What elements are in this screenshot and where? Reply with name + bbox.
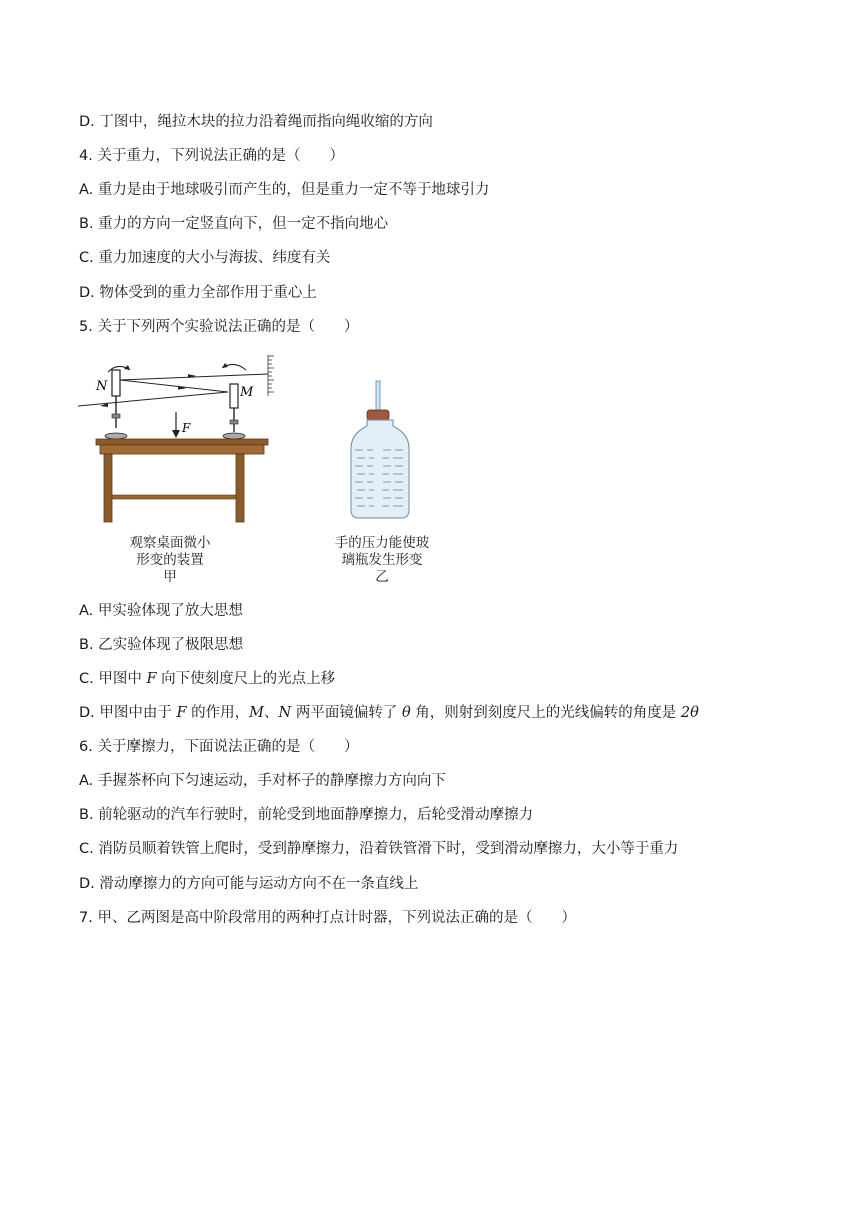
- q5-option-d-pre: D. 甲图中由于: [79, 705, 177, 721]
- q4-stem: 4. 关于重力，下列说法正确的是（ ）: [79, 148, 344, 164]
- var-two-theta: 2θ: [680, 705, 699, 721]
- caption-left-line2: 形变的装置: [136, 552, 204, 568]
- var-f: F: [176, 705, 187, 721]
- q7-stem: 7. 甲、乙两图是高中阶段常用的两种打点计时器，下列说法正确的是（ ）: [79, 910, 576, 926]
- caption-right-line2: 璃瓶发生形变: [341, 552, 423, 568]
- q5-option-c-post: 向下使刻度尺上的光点上移: [156, 671, 336, 687]
- figure-glass-bottle: [345, 378, 415, 523]
- label-n: N: [96, 379, 108, 394]
- q5-option-c-pre: C. 甲图中: [79, 671, 147, 687]
- q6-option-a: A. 手握茶杯向下匀速运动，手对杯子的静摩擦力方向向下: [79, 773, 446, 789]
- q5-option-b: B. 乙实验体现了极限思想: [79, 637, 244, 653]
- var-theta: θ: [401, 705, 411, 721]
- q4-option-c: C. 重力加速度的大小与海拔、纬度有关: [79, 250, 331, 266]
- var-n: N: [278, 705, 292, 721]
- q5-option-d: [79, 703, 699, 723]
- q4-option-a: A. 重力是由于地球吸引而产生的，但是重力一定不等于地球引力: [79, 182, 490, 198]
- q6-option-d: D. 滑动摩擦力的方向可能与运动方向不在一条直线上: [79, 876, 419, 892]
- label-f: F: [182, 421, 191, 435]
- scale-ruler: [268, 355, 274, 396]
- q3-option-d: D. 丁图中，绳拉木块的拉力沿着绳而指向绳收缩的方向: [79, 114, 433, 130]
- caption-right-line1: 手的压力能使玻: [334, 535, 430, 551]
- q6-stem: 6. 关于摩擦力，下面说法正确的是（ ）: [79, 739, 359, 755]
- q5-option-d-mid3: 角，则射到刻度尺上的光线偏转的角度是: [410, 705, 681, 721]
- q5-option-d-mid1: 的作用，: [186, 705, 250, 721]
- q5-option-a: A. 甲实验体现了放大思想: [79, 603, 243, 619]
- q5-option-c: [79, 669, 335, 689]
- label-m: M: [240, 385, 254, 400]
- q6-option-c: C. 消防员顺着铁管上爬时，受到静摩擦力，沿着铁管滑下时，受到滑动摩擦力，大小等于重力: [79, 841, 679, 857]
- q5-option-d-mid2: 两平面镜偏转了: [291, 705, 402, 721]
- var-f: F: [146, 671, 157, 687]
- q4-option-b: B. 重力的方向一定竖直向下，但一定不指向地心: [79, 216, 389, 232]
- q4-option-d: D. 物体受到的重力全部作用于重心上: [79, 285, 317, 301]
- caption-left-label: 甲: [163, 569, 177, 585]
- caption-right-label: 乙: [375, 569, 389, 585]
- q6-option-b: B. 前轮驱动的汽车行驶时，前轮受到地面静摩擦力，后轮受滑动摩擦力: [79, 807, 534, 823]
- q5-stem: 5. 关于下列两个实验说法正确的是（ ）: [79, 319, 359, 335]
- var-m: M: [249, 705, 265, 721]
- caption-left-line1: 观察桌面微小: [129, 535, 211, 551]
- q5-option-d-sep: 、: [264, 705, 279, 721]
- figure-table-mirror-apparatus: [78, 350, 288, 530]
